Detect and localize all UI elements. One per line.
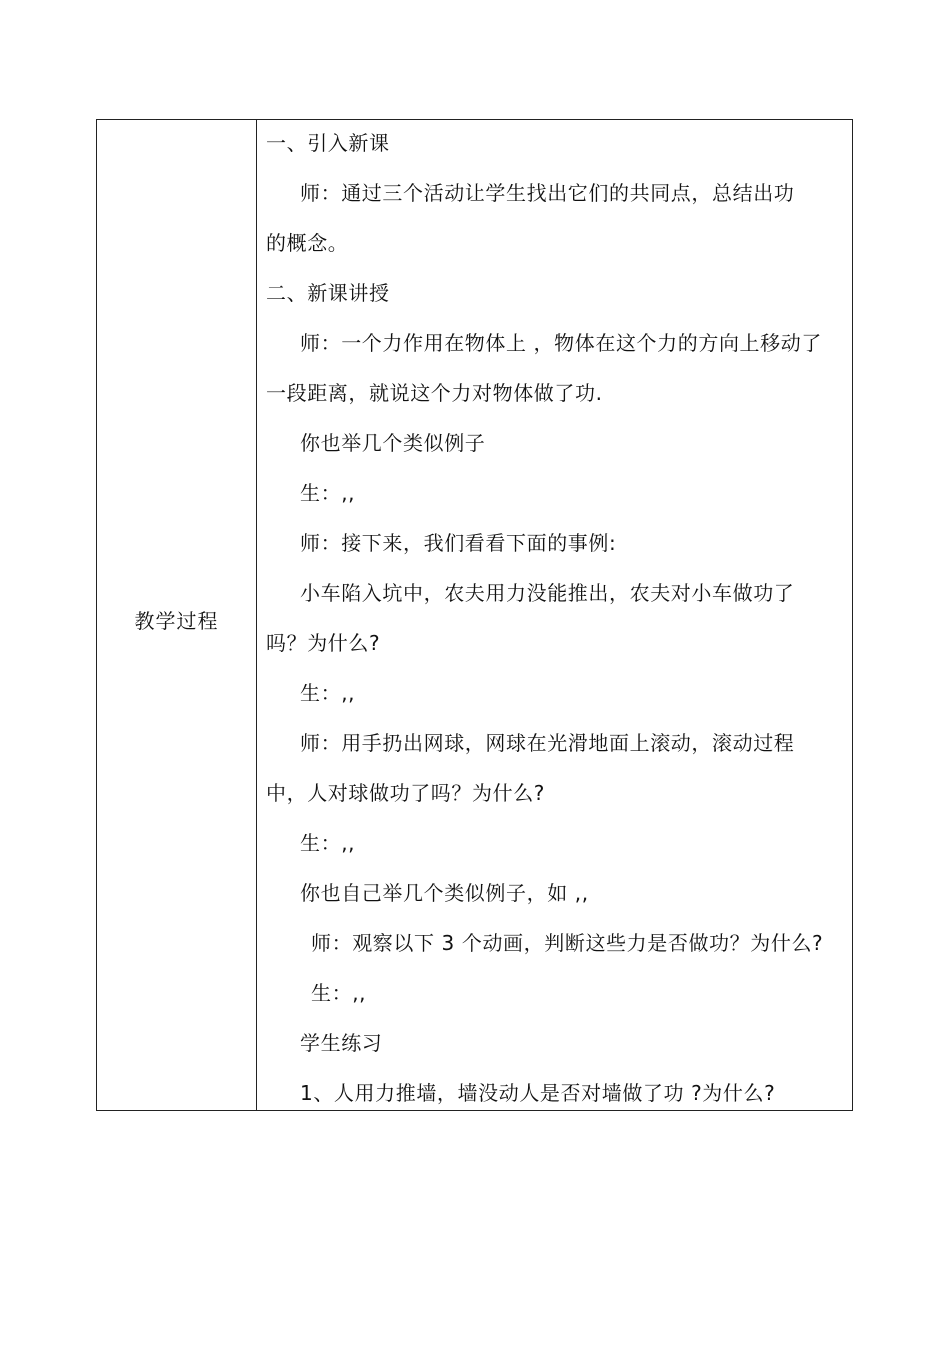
teaching-process-content	[257, 120, 852, 1110]
text-line: 师：一个力作用在物体上 ，物体在这个力的方向上移动了	[300, 331, 822, 355]
text-line: 你也举几个类似例子	[300, 431, 486, 455]
text-line: 吗？为什么?	[266, 631, 381, 655]
text-line: 你也自己举几个类似例子，如 ,,	[300, 881, 589, 905]
row-label-teaching-process: 教学过程	[97, 120, 257, 1110]
text-line: 生：,,	[300, 481, 356, 505]
section-heading-intro: 一、引入新课	[266, 131, 390, 155]
text-line: 小车陷入坑中，农夫用力没能推出，农夫对小车做功了	[300, 581, 795, 605]
text-line: 一段距离，就说这个力对物体做了功.	[266, 381, 603, 405]
section-heading-new-lesson: 二、新课讲授	[266, 281, 390, 305]
text-line: 的概念。	[266, 231, 349, 255]
text-line: 师：观察以下 3 个动画，判断这些力是否做功？为什么?	[311, 931, 824, 955]
text-line: 生：,,	[300, 681, 356, 705]
lesson-table	[96, 119, 853, 1111]
section-heading-practice: 学生练习	[300, 1031, 383, 1055]
text-line: 中，人对球做功了吗？为什么?	[266, 781, 546, 805]
text-line: 1、人用力推墙，墙没动人是否对墙做了功 ?为什么?	[300, 1081, 776, 1105]
text-line: 生：,,	[311, 981, 367, 1005]
text-line: 师：用手扔出网球，网球在光滑地面上滚动，滚动过程	[300, 731, 795, 755]
text-line: 生：,,	[300, 831, 356, 855]
text-line: 师：接下来，我们看看下面的事例:	[300, 531, 617, 555]
text-line: 师：通过三个活动让学生找出它们的共同点，总结出功	[300, 181, 795, 205]
